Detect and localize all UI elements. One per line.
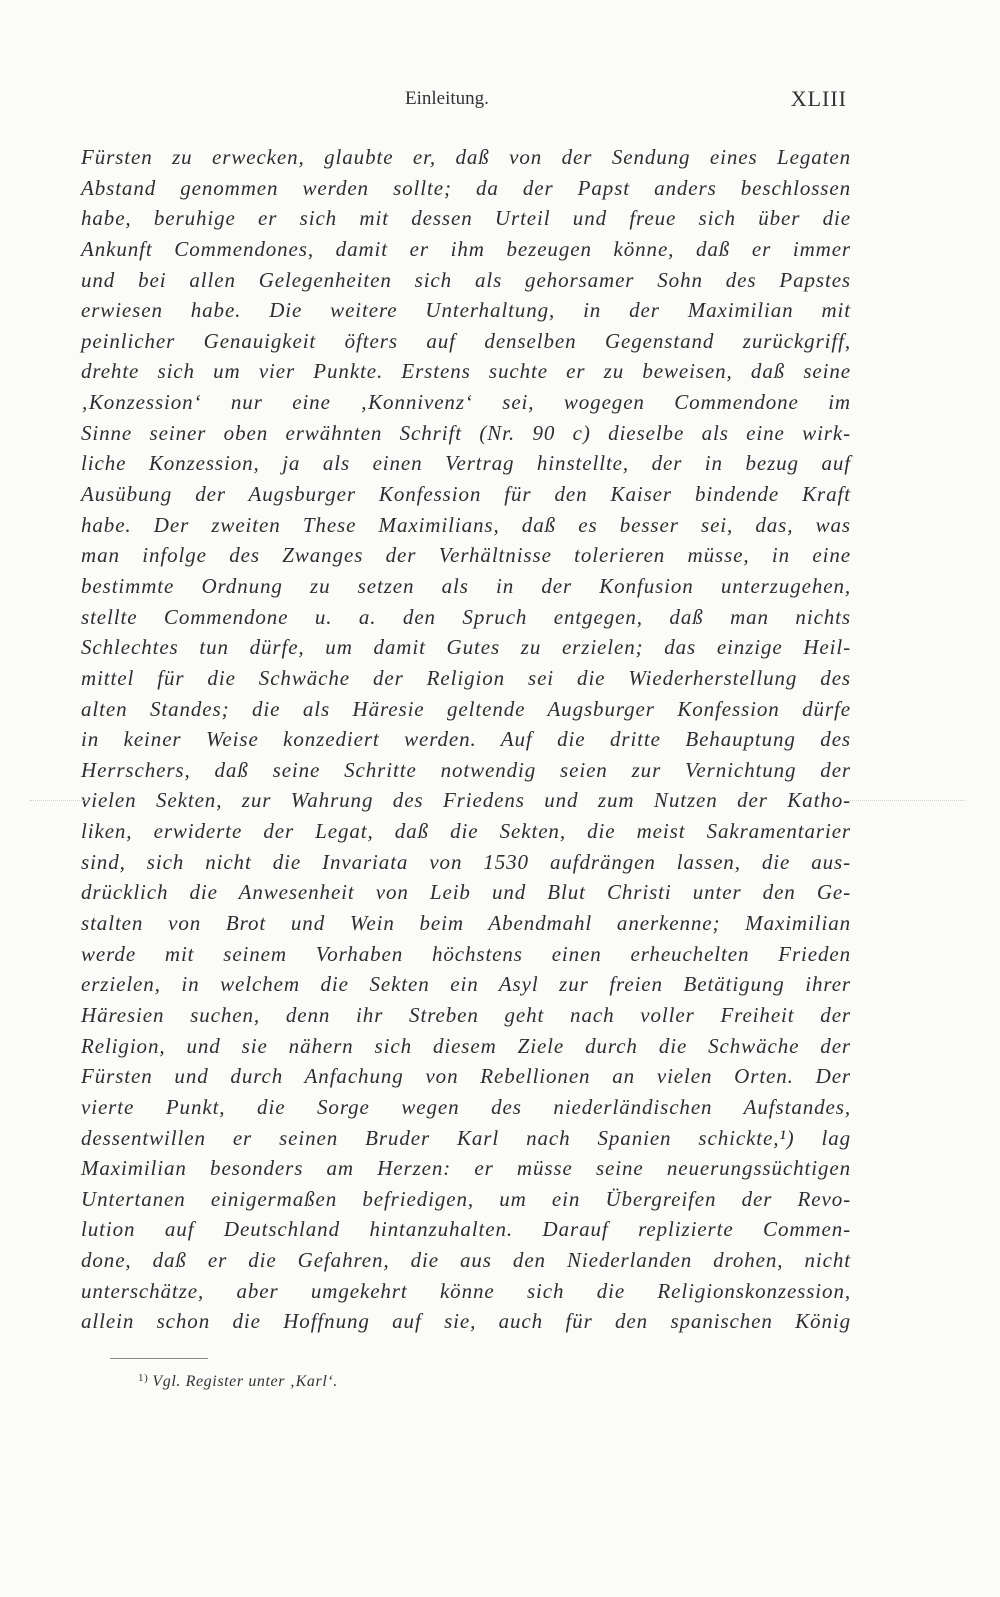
text-line: Häresien suchen, denn ihr Streben geht nach voller Freiheit der [81,1002,851,1027]
text-line: erzielen, in welchem die Sekten ein Asyl zur freien Betätigung ihrer [81,972,851,997]
text-line: vielen Sekten, zur Wahrung des Friedens und zum Nutzen der Katho- [81,788,851,813]
text-line: erwiesen habe. Die weitere Unterhaltung, in der Maximilian mit [81,298,851,323]
text-line: in keiner Weise konzediert werden. Auf die dritte Behauptung des [81,727,851,752]
text-line: Fürsten zu erwecken, glaubte er, daß von der Sendung eines Legaten [81,145,851,169]
text-line: sind, sich nicht die Invariata von 1530 aufdrängen lassen, die aus- [81,849,851,874]
footnote-rule [110,1358,208,1359]
text-line: Untertanen einigermaßen befriedigen, um ein Übergreifen der Revo- [81,1186,851,1211]
text-line: liken, erwiderte der Legat, daß die Sekten, die meist Sakramentarier [81,819,851,844]
text-line: Ausübung der Augsburger Konfession für den Kaiser bindende Kraft [81,482,851,507]
footnote-marker: 1) [138,1372,149,1384]
text-line: Maximilian besonders am Herzen: er müsse seine neuerungssüchtigen [81,1156,851,1181]
text-line: Abstand genommen werden sollte; da der Papst anders beschlossen [81,175,851,200]
text-line: dessentwillen er seinen Bruder Karl nach Spanien schickte,¹) lag [81,1125,851,1150]
text-line: werde mit seinem Vorhaben höchstens einen erheuchelten Frieden [81,941,851,966]
text-line: unterschätze, aber umgekehrt könne sich die Religionskonzession, [81,1278,851,1303]
text-line: peinlicher Genauigkeit öfters auf denselben Gegenstand zurückgriff, [81,328,851,353]
text-line: drehte sich um vier Punkte. Erstens suchte er zu beweisen, daß seine [81,359,851,384]
text-line: Schlechtes tun dürfe, um damit Gutes zu erzielen; das einzige Heil- [81,635,851,660]
text-line: lution auf Deutschland hintanzuhalten. Darauf replizierte Commen- [81,1217,851,1242]
scan-dotted-mark-left [30,800,90,802]
footnote-text: Vgl. Register unter ‚Karl‘. [152,1373,338,1390]
text-line: bestimmte Ordnung zu setzen als in der Konfusion unterzugehen, [81,573,851,598]
text-line: liche Konzession, ja als einen Vertrag hinstellte, der in bezug auf [81,451,851,476]
body-text [81,142,851,1337]
text-line: ‚Konzession‘ nur eine ‚Konnivenz‘ sei, wogegen Commendone im [81,390,851,415]
text-line: mittel für die Schwäche der Religion sei die Wiederherstellung des [81,665,851,690]
page-header [81,88,847,118]
text-line: und bei allen Gelegenheiten sich als gehorsamer Sohn des Papstes [81,267,851,292]
text-line: Herrschers, daß seine Schritte notwendig seien zur Vernichtung der [81,757,851,782]
footnote [138,1372,338,1391]
running-title: Einleitung. [405,88,489,109]
text-line: Fürsten und durch Anfachung von Rebellionen an vielen Orten. Der [81,1064,851,1089]
text-line: habe, beruhige er sich mit dessen Urteil und freue sich über die [81,206,851,231]
text-line: done, daß er die Gefahren, die aus den Niederlanden drohen, nicht [81,1248,851,1273]
text-line: stalten von Brot und Wein beim Abendmahl anerkenne; Maximilian [81,911,851,936]
text-line: Sinne seiner oben erwähnten Schrift (Nr. 90 c) dieselbe als eine wirk- [81,420,851,445]
text-line: habe. Der zweiten These Maximilians, daß es besser sei, das, was [81,512,851,537]
page-number: XLIII [790,86,847,111]
text-line: alten Standes; die als Häresie geltende Augsburger Konfession dürfe [81,696,851,721]
text-line: drücklich die Anwesenheit von Leib und Blut Christi unter den Ge- [81,880,851,905]
scan-dotted-mark-right [850,800,965,802]
text-line: stellte Commendone u. a. den Spruch entgegen, daß man nichts [81,604,851,629]
text-line: Ankunft Commendones, damit er ihm bezeugen könne, daß er immer [81,236,851,261]
text-line: man infolge des Zwanges der Verhältnisse tolerieren müsse, in eine [81,543,851,568]
text-line: Religion, und sie nähern sich diesem Ziele durch die Schwäche der [81,1033,851,1058]
text-line: allein schon die Hoffnung auf sie, auch für den spanischen König [81,1309,851,1334]
text-line: vierte Punkt, die Sorge wegen des niederländischen Aufstandes, [81,1094,851,1119]
